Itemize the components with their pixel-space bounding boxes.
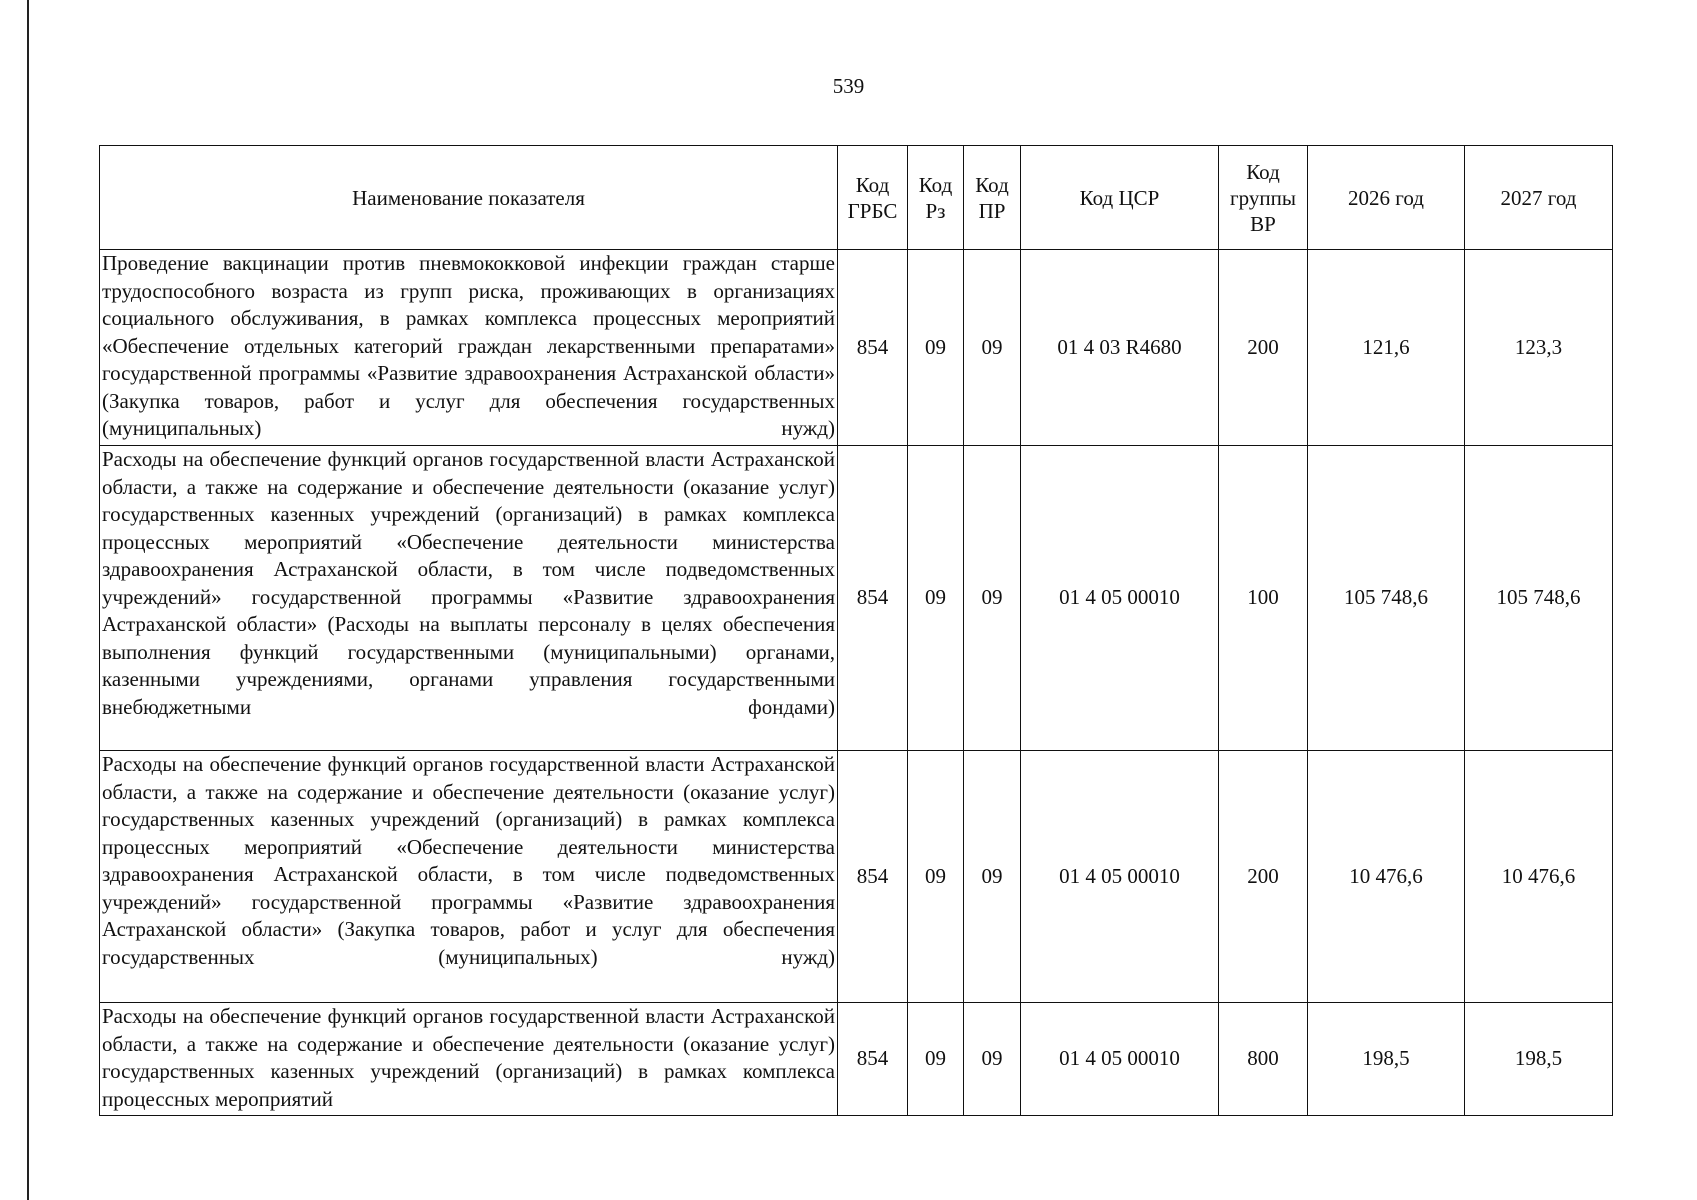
row-csr: 01 4 03 R4680 [1021, 250, 1219, 446]
table-row [100, 446, 1613, 751]
row-2027: 123,3 [1465, 250, 1613, 446]
row-2026: 198,5 [1308, 1003, 1465, 1116]
budget-table [99, 145, 1613, 1116]
row-csr: 01 4 05 00010 [1021, 446, 1219, 751]
row-2027: 105 748,6 [1465, 446, 1613, 751]
row-name-text: Расходы на обеспечение функций органов государственной власти Астраханской области, а также на содержание и обеспечение деятельности (оказание услуг) государственных казенных учреждений (организаций) в рамках комплекса процессных мероприятий [102, 1004, 835, 1111]
table-row [100, 250, 1613, 446]
header-grbs: Код ГРБС [838, 146, 908, 250]
row-2027: 10 476,6 [1465, 751, 1613, 1003]
table-row [100, 751, 1613, 1003]
row-name: Проведение вакцинации против пневмококковой инфекции граждан старше трудоспособного возраста из групп риска, проживающих в организациях социального обслуживания, в рамках комплекса процессных мероприятий «Обеспечение отдельных категорий граждан лекарственными препаратами» государственной программы «Развитие здравоохранения Астраханской области» (Закупка товаров, работ и услуг для обеспечения государственных (муниципальных) нужд) [100, 250, 838, 446]
row-grbs: 854 [838, 751, 908, 1003]
row-pr: 09 [964, 446, 1021, 751]
row-grbs: 854 [838, 446, 908, 751]
row-vr: 200 [1219, 250, 1308, 446]
header-rz: Код Рз [908, 146, 964, 250]
row-grbs: 854 [838, 1003, 908, 1116]
row-rz: 09 [908, 1003, 964, 1116]
row-pr: 09 [964, 751, 1021, 1003]
header-vr: Код группы ВР [1219, 146, 1308, 250]
row-name: Расходы на обеспечение функций органов государственной власти Астраханской области, а также на содержание и обеспечение деятельности (оказание услуг) государственных казенных учреждений (организаций) в рамках комплекса процессных мероприятий «Обеспечение деятельности министерства здравоохранения Астраханской области, в том числе подведомственных учреждений» государственной программы «Развитие здравоохранения Астраханской области» (Расходы на выплаты персоналу в целях обеспечения выполнения функций государственными (муниципальными) органами, казенными учреждениями, органами управления государственными внебюджетными фондами) [100, 446, 838, 751]
header-2026: 2026 год [1308, 146, 1465, 250]
binding-margin-line [27, 0, 29, 1200]
row-csr: 01 4 05 00010 [1021, 1003, 1219, 1116]
page-number: 539 [832, 74, 865, 98]
row-name [100, 1003, 838, 1116]
table-header-row [100, 146, 1613, 250]
row-2026: 121,6 [1308, 250, 1465, 446]
row-vr: 100 [1219, 446, 1308, 751]
row-2026: 105 748,6 [1308, 446, 1465, 751]
row-vr: 200 [1219, 751, 1308, 1003]
header-name: Наименование показателя [100, 146, 838, 250]
row-rz: 09 [908, 250, 964, 446]
row-rz: 09 [908, 446, 964, 751]
row-2027: 198,5 [1465, 1003, 1613, 1116]
header-csr: Код ЦСР [1021, 146, 1219, 250]
row-csr: 01 4 05 00010 [1021, 751, 1219, 1003]
row-pr: 09 [964, 1003, 1021, 1116]
header-2027: 2027 год [1465, 146, 1613, 250]
row-pr: 09 [964, 250, 1021, 446]
row-grbs: 854 [838, 250, 908, 446]
row-name: Расходы на обеспечение функций органов государственной власти Астраханской области, а также на содержание и обеспечение деятельности (оказание услуг) государственных казенных учреждений (организаций) в рамках комплекса процессных мероприятий «Обеспечение деятельности министерства здравоохранения Астраханской области, в том числе подведомственных учреждений» государственной программы «Развитие здравоохранения Астраханской области» (Закупка товаров, работ и услуг для обеспечения государственных (муниципальных) нужд) [100, 751, 838, 1003]
row-rz: 09 [908, 751, 964, 1003]
row-2026: 10 476,6 [1308, 751, 1465, 1003]
header-pr: Код ПР [964, 146, 1021, 250]
table-row [100, 1003, 1613, 1116]
row-vr: 800 [1219, 1003, 1308, 1116]
